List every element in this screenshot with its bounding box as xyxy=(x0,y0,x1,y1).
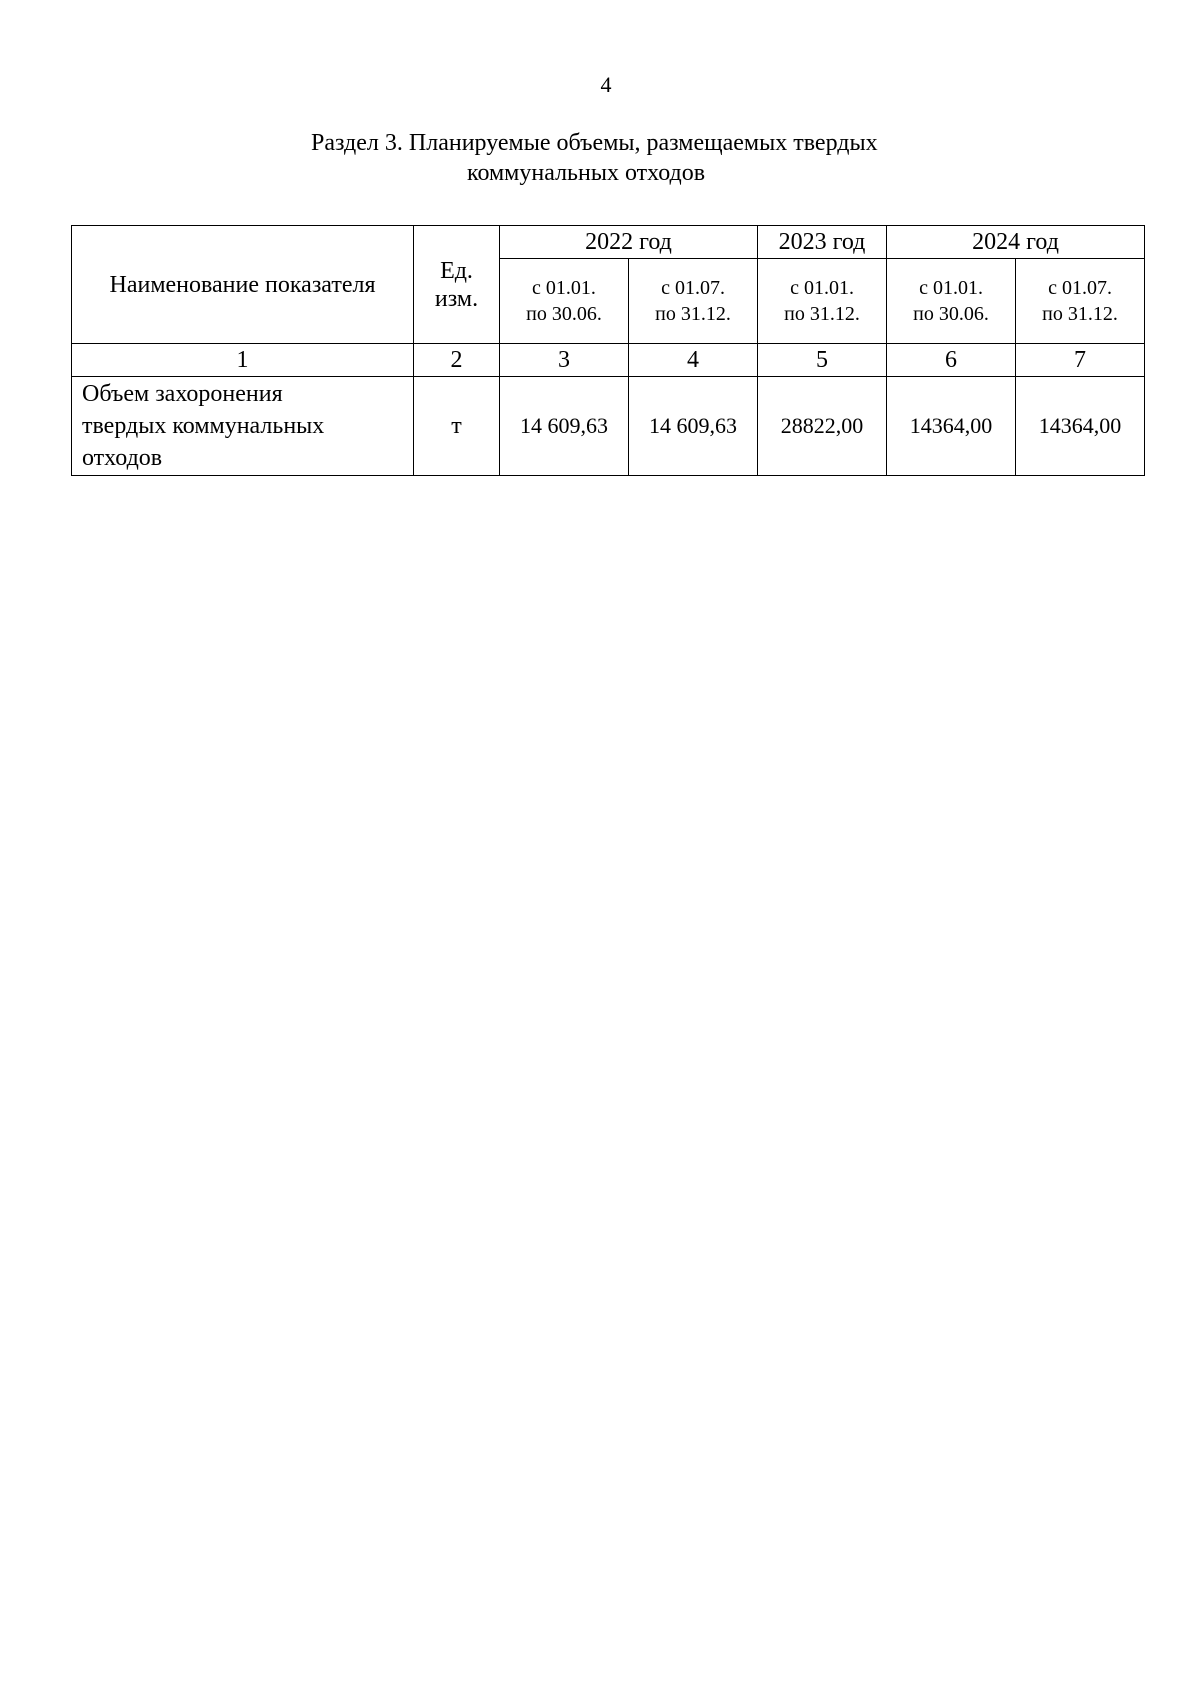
period-from: с 01.01. xyxy=(919,277,983,299)
period-to: по 30.06. xyxy=(526,303,602,325)
row-name-line-1: Объем захоронения xyxy=(82,381,283,407)
row-name-line-3: отходов xyxy=(82,445,163,471)
period-from: с 01.07. xyxy=(1048,277,1112,299)
period-from: с 01.01. xyxy=(790,277,854,299)
period-to: по 30.06. xyxy=(913,303,989,325)
table-row xyxy=(72,377,1145,476)
period-from: с 01.07. xyxy=(661,277,725,299)
row-indicator-name xyxy=(72,377,414,476)
section-title-line-2: коммунальных отходов xyxy=(467,160,706,186)
header-period xyxy=(1016,259,1145,344)
header-unit-line-2: изм. xyxy=(434,285,479,312)
header-period xyxy=(629,259,758,344)
period-from: с 01.01. xyxy=(532,277,596,299)
table-column-numbers-row xyxy=(72,344,1145,377)
period-to: по 31.12. xyxy=(1042,303,1118,325)
column-number: 6 xyxy=(887,344,1016,377)
row-value-2024-h1: 14364,00 xyxy=(887,377,1016,476)
section-title-line-1: Раздел 3. Планируемые объемы, размещаемых твердых xyxy=(311,130,878,156)
period-to: по 31.12. xyxy=(655,303,731,325)
row-name-line-2: твердых коммунальных xyxy=(82,413,325,439)
row-value-2022-h1: 14 609,63 xyxy=(500,377,629,476)
row-value-2022-h2: 14 609,63 xyxy=(629,377,758,476)
row-value-2023: 28822,00 xyxy=(758,377,887,476)
header-year-2023: 2023 год xyxy=(758,226,887,259)
table-header-years-row xyxy=(72,226,1145,259)
column-number: 1 xyxy=(72,344,414,377)
header-indicator-name: Наименование показателя xyxy=(72,226,414,344)
header-period xyxy=(758,259,887,344)
column-number: 2 xyxy=(414,344,500,377)
header-unit-line-1: Ед. xyxy=(440,257,473,284)
column-number: 4 xyxy=(629,344,758,377)
column-number: 3 xyxy=(500,344,629,377)
page-number: 4 xyxy=(600,72,612,97)
header-period xyxy=(500,259,629,344)
header-year-2022: 2022 год xyxy=(500,226,758,259)
planned-volumes-table xyxy=(71,225,1145,476)
column-number: 7 xyxy=(1016,344,1145,377)
row-unit: т xyxy=(414,377,500,476)
header-year-2024: 2024 год xyxy=(887,226,1145,259)
row-value-2024-h2: 14364,00 xyxy=(1016,377,1145,476)
period-to: по 31.12. xyxy=(784,303,860,325)
header-period xyxy=(887,259,1016,344)
column-number: 5 xyxy=(758,344,887,377)
header-unit xyxy=(414,226,500,344)
